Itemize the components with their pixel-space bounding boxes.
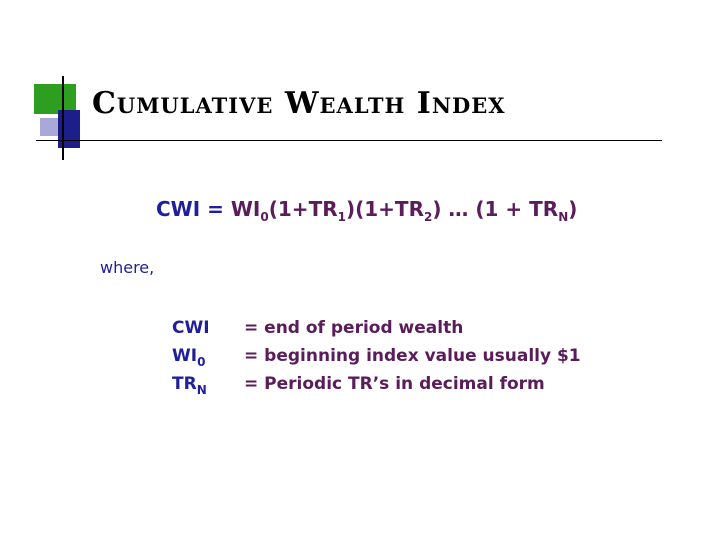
definition-description: = beginning index value usually $1 xyxy=(244,346,581,366)
decorative-vertical-line xyxy=(62,76,64,160)
where-label: where, xyxy=(100,258,155,277)
cwi-formula xyxy=(156,196,577,222)
definition-description: = Periodic TR’s in decimal form xyxy=(244,374,545,394)
title-underline xyxy=(36,140,662,141)
formula-wi: $WI_0$ xyxy=(230,197,269,224)
formula-term-2: $(1+TR_2)$ xyxy=(355,197,442,224)
definition-cwi xyxy=(172,314,581,342)
formula-term-1: $(1+TR_1)$ xyxy=(268,197,356,224)
formula-term-n: $(1 + TR_N)$ xyxy=(475,197,578,224)
definition-term: $TR_N$ xyxy=(172,374,207,397)
definition-trn xyxy=(172,370,581,398)
formula-lhs: CWI xyxy=(156,197,201,221)
definition-description: = end of period wealth xyxy=(244,318,464,338)
formula-equals: = xyxy=(200,197,231,221)
definitions-list xyxy=(172,314,581,398)
definition-term: CWI xyxy=(172,318,210,338)
definition-term: $WI_0$ xyxy=(172,346,206,369)
formula-ellipsis: … xyxy=(441,197,476,221)
definition-wi0 xyxy=(172,342,581,370)
slide-title: Cumulative Wealth Index xyxy=(92,86,506,121)
